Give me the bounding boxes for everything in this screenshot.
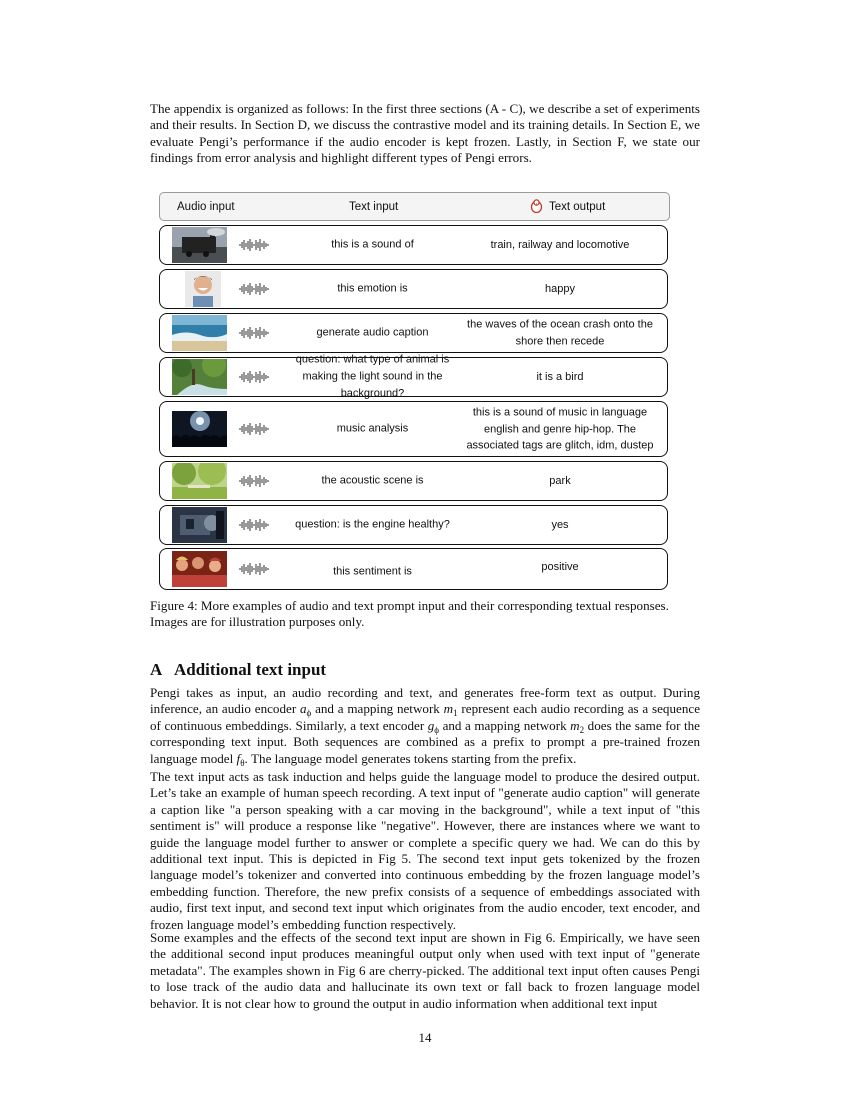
example-row [159, 313, 668, 353]
text-input-cell: the acoustic scene is [321, 474, 424, 487]
header-text-input: Text input [349, 201, 399, 213]
text-output-cell: happy [545, 282, 575, 295]
text-input-cell: question: what type of animal is making the light sound in the background? [295, 353, 450, 400]
text-output-cell: the waves of the ocean crash onto the shore then recede [467, 318, 653, 347]
header-audio-input: Audio input [177, 201, 235, 213]
concert-crowd-photo [172, 411, 227, 447]
audio-waveform-icon [239, 423, 269, 435]
audio-waveform-icon [239, 475, 269, 487]
example-row [159, 461, 668, 501]
example-row [159, 548, 668, 590]
text-input-cell: this emotion is [337, 282, 408, 295]
crowd-cheering-photo [172, 551, 227, 587]
section-heading [150, 660, 326, 680]
page-number: 14 [418, 1030, 432, 1045]
audio-waveform-icon [239, 371, 269, 383]
penguin-icon [530, 199, 543, 216]
section-number: A [150, 660, 163, 679]
text-output-cell: positive [541, 560, 579, 573]
text-output-cell: it is a bird [536, 370, 584, 383]
audio-waveform-icon [239, 563, 269, 575]
audio-waveform-icon [239, 239, 269, 251]
paragraph-3: Some examples and the effects of the second text input are shown in Fig 6. Empirically, we have seen the additional second input produces meaningful output only when used with text input of "generate metadata". The examples shown in Fig 6 are cherry-picked. The additional text input often causes Pengi to lose track of the audio data and hallucinate its own text or fall back to frozen language model behavior. It is not clear how to ground the output in audio information when additional text input [150, 930, 700, 1011]
figure-header [159, 192, 670, 221]
ocean-waves-photo [172, 315, 227, 351]
text-output-cell: yes [551, 518, 569, 531]
text-input-cell: music analysis [336, 422, 409, 435]
example-row [159, 401, 668, 457]
example-row [159, 225, 668, 265]
audio-waveform-icon [239, 519, 269, 531]
paragraph-1: Pengi takes as input, an audio recording and text, and generates free-form text as output. During inference, an audio encoder $a_\phi$ and a mapping network $m_1$ represent each audio recording as a sequence of continuous embeddings. Similarly, a text encoder $g_\phi$ and a mapping network $m_2$ does the same for the corresponding text input. Both sequences are combined as a prefix to prompt a pre-trained frozen language model $f_\theta$. The language model generates tokens starting from the prefix. [150, 685, 701, 768]
train-photo [172, 227, 227, 263]
audio-waveform-icon [239, 327, 269, 339]
example-row [159, 505, 668, 545]
text-input-cell: this is a sound of [331, 238, 414, 251]
text-input-cell: this sentiment is [333, 565, 412, 578]
example-row [159, 269, 668, 309]
text-output-cell: train, railway and locomotive [490, 238, 630, 251]
text-output-cell: park [549, 474, 571, 487]
text-output-cell: this is a sound of music in language english and genre hip-hop. The associated tags are glitch, idm, dustep [466, 406, 654, 452]
text-input-cell: question: is the engine healthy? [295, 518, 450, 531]
example-row [159, 353, 668, 400]
intro-paragraph: The appendix is organized as follows: In the first three sections (A - C), we describe a set of experiments and their results. In Section D, we discuss the contrastive model and its training details. In Section E, we evaluate Pengi’s performance if the audio encoder is kept frozen. Lastly, in Section F, we state our findings from error analysis and highlight different types of Pengi errors. [150, 101, 700, 166]
park-photo [172, 463, 227, 499]
paragraph-2: The text input acts as task induction and helps guide the language model to produce the desired output. Let’s take an example of human speech recording. A text input of "generate audio caption" will generate a caption like "a person speaking with a car moving in the background", while a text input of "this sentiment is" will produce a response like "negative". However, there are instances where we want to guide the language model further to answer or complete a specific query we had. We can do this by additional text input. This is depicted in Fig 5. The second text input gets tokenized by the frozen language model’s tokenizer and converted into continuous embedding by the frozen language model’s embedding function. Therefore, the new prefix consists of a sequence of embeddings associated with audio, first text input, and second text input which originates from the audio encoder, text encoder, and frozen language model’s embedding function respectively. [150, 769, 700, 932]
forest-stream-photo [172, 359, 227, 395]
text-input-cell: generate audio caption [316, 326, 429, 339]
engine-photo [172, 507, 227, 543]
header-text-output: Text output [549, 201, 606, 213]
audio-waveform-icon [239, 283, 269, 295]
figure-caption: Figure 4: More examples of audio and text prompt input and their corresponding textual responses. Images are for illustration purposes only. [150, 598, 669, 630]
smiling-man-photo [185, 271, 221, 307]
section-title: Additional text input [174, 660, 327, 679]
